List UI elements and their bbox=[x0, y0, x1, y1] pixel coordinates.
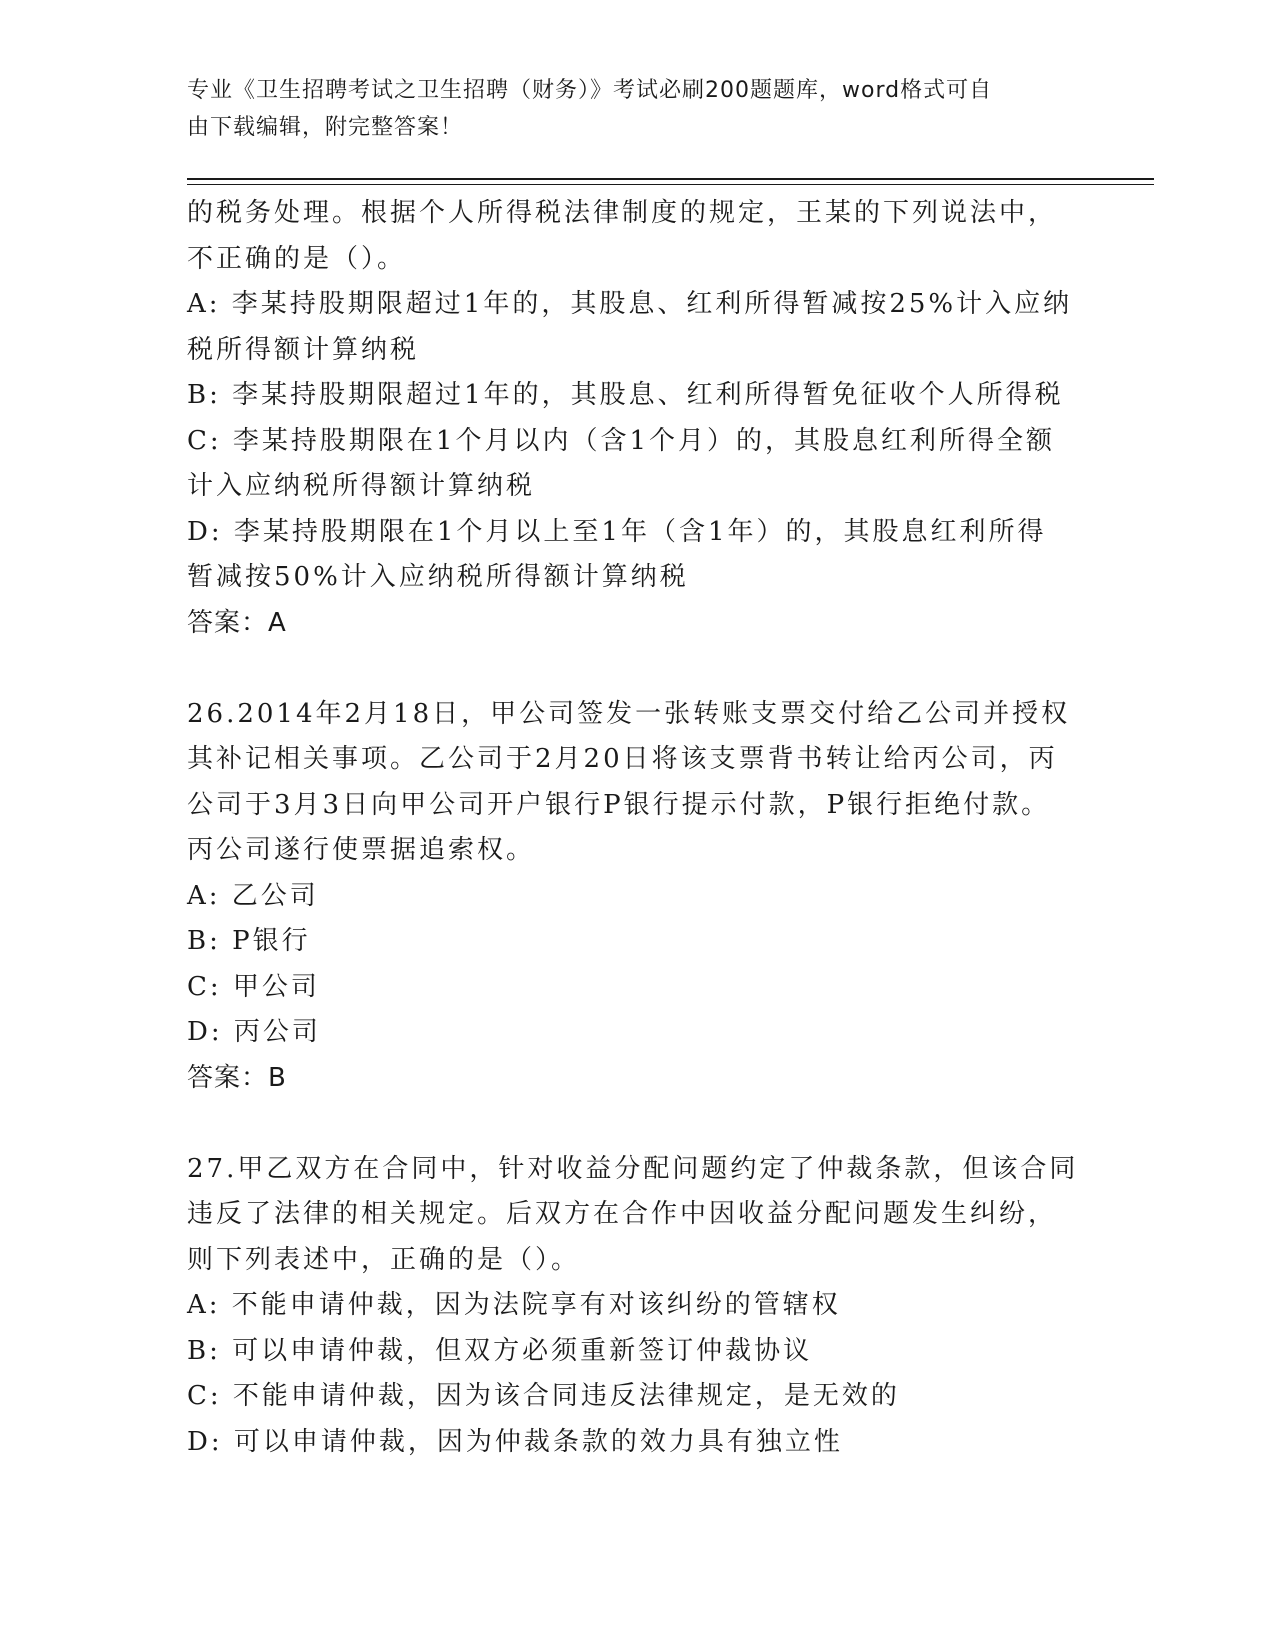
option-a-line: A: 李某持股期限超过1年的，其股息、红利所得暂减按25%计入应纳 bbox=[187, 289, 1073, 319]
option-c-line: C: 不能申请仲裁，因为该合同违反法律规定，是无效的 bbox=[187, 1381, 900, 1411]
spacer bbox=[187, 646, 1087, 692]
question-stem-line: 公司于3月3日向甲公司开户银行P银行提示付款，P银行拒绝付款。 bbox=[187, 789, 1051, 820]
option-d-line: D: 可以申请仲裁，因为仲裁条款的效力具有独立性 bbox=[187, 1426, 843, 1457]
option-b-line: B: 可以申请仲裁，但双方必须重新签订仲裁协议 bbox=[187, 1335, 813, 1366]
option-a-line: A: 不能申请仲裁，因为法院享有对该纠纷的管辖权 bbox=[187, 1290, 841, 1320]
answer-label: 答案：A bbox=[187, 607, 287, 638]
question-25 bbox=[187, 191, 1087, 646]
question-stem-line: 的税务处理。根据个人所得税法律制度的规定，王某的下列说法中， bbox=[187, 198, 1058, 228]
question-26 bbox=[187, 692, 1087, 1102]
question-stem-line: 丙公司遂行使票据追索权。 bbox=[187, 835, 536, 865]
header-divider-thick bbox=[187, 178, 1154, 180]
question-27 bbox=[187, 1147, 1087, 1466]
option-d-line: 暂减按50%计入应纳税所得额计算纳税 bbox=[187, 562, 689, 592]
option-b-line: B: P银行 bbox=[187, 926, 311, 956]
header-line-1: 专业《卫生招聘考试之卫生招聘（财务）》考试必刷200题题库，word格式可自 bbox=[187, 78, 993, 103]
option-c-line: C: 李某持股期限在1个月以内（含1个月）的，其股息红利所得全额 bbox=[187, 425, 1056, 456]
option-c-line: 计入应纳税所得额计算纳税 bbox=[187, 471, 536, 501]
option-c-line: C: 甲公司 bbox=[187, 971, 320, 1002]
option-b-line: B: 李某持股期限超过1年的，其股息、红利所得暂免征收个人所得税 bbox=[187, 380, 1064, 410]
answer-label: 答案：B bbox=[187, 1062, 287, 1093]
header-divider-thin bbox=[187, 184, 1154, 185]
question-stem-line: 26.2014年2月18日，甲公司签发一张转账支票交付给乙公司并授权 bbox=[187, 698, 1071, 729]
spacer bbox=[187, 1101, 1087, 1147]
question-stem-line: 违反了法律的相关规定。后双方在合作中因收益分配问题发生纠纷， bbox=[187, 1199, 1058, 1229]
question-stem-line: 则下列表述中，正确的是（）。 bbox=[187, 1244, 581, 1275]
document-body bbox=[187, 191, 1087, 1465]
page-header bbox=[187, 72, 1067, 146]
option-d-line: D: 丙公司 bbox=[187, 1017, 321, 1047]
option-d-line: D: 李某持股期限在1个月以上至1年（含1年）的，其股息红利所得 bbox=[187, 516, 1047, 547]
question-stem-line: 不正确的是（）。 bbox=[187, 243, 407, 274]
header-line-2: 由下载编辑，附完整答案！ bbox=[187, 115, 464, 140]
question-stem-line: 27.甲乙双方在合同中，针对收益分配问题约定了仲裁条款，但该合同 bbox=[187, 1153, 1079, 1184]
option-a-line: 税所得额计算纳税 bbox=[187, 334, 420, 365]
option-a-line: A: 乙公司 bbox=[187, 880, 319, 911]
question-stem-line: 其补记相关事项。乙公司于2月20日将该支票背书转让给丙公司，丙 bbox=[187, 744, 1058, 774]
